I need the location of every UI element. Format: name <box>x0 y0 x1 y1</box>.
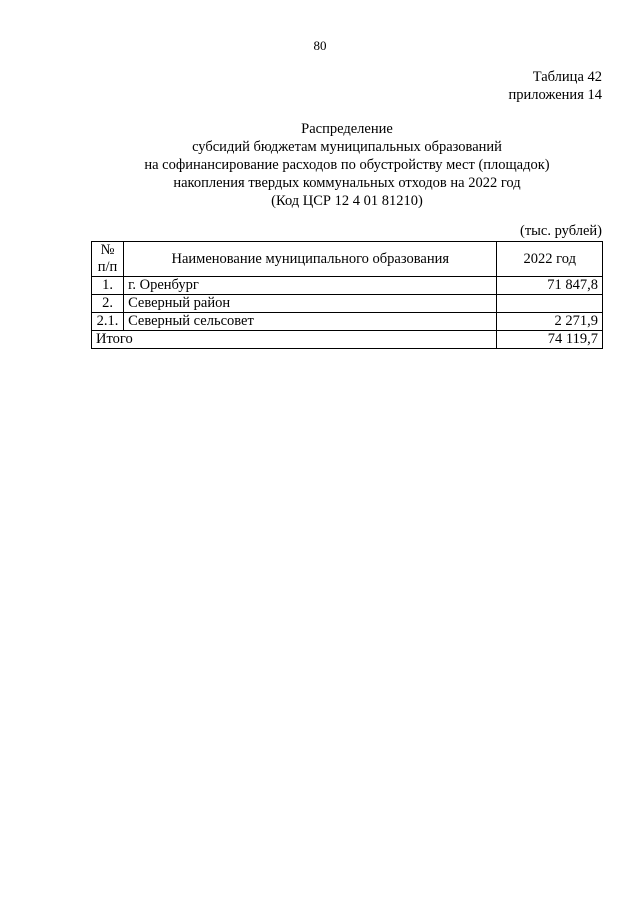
header-number <box>92 242 124 277</box>
row-value: 71 847,8 <box>497 277 603 295</box>
table-row <box>92 295 603 313</box>
total-value: 74 119,7 <box>497 331 603 349</box>
table-total-row <box>92 331 603 349</box>
row-number: 1. <box>92 277 124 295</box>
row-value: 2 271,9 <box>497 313 603 331</box>
table-header-row <box>92 242 603 277</box>
row-name: Северный сельсовет <box>124 313 497 331</box>
heading-line: субсидий бюджетам муниципальных образований <box>192 139 502 155</box>
table-row <box>92 313 603 331</box>
heading-line: (Код ЦСР 12 4 01 81210) <box>271 193 423 209</box>
document-heading <box>0 120 640 210</box>
header-number-line: № <box>100 242 115 258</box>
row-name: Северный район <box>124 295 497 313</box>
row-number: 2. <box>92 295 124 313</box>
page-number: 80 <box>313 38 327 53</box>
heading-line: накопления твердых коммунальных отходов на 2022 год <box>173 175 521 191</box>
units-label: (тыс. рублей) <box>520 223 602 239</box>
table-reference <box>509 68 602 104</box>
table-ref-line: Таблица 42 <box>532 69 602 85</box>
total-label: Итого <box>92 331 497 349</box>
header-number-line: п/п <box>97 259 118 275</box>
row-value <box>497 295 603 313</box>
row-name: г. Оренбург <box>124 277 497 295</box>
header-year: 2022 год <box>497 242 603 277</box>
header-name: Наименование муниципального образования <box>124 242 497 277</box>
heading-line: на софинансирование расходов по обустройству мест (площадок) <box>144 157 550 173</box>
table-row <box>92 277 603 295</box>
table-ref-line: приложения 14 <box>508 87 602 103</box>
heading-line: Распределение <box>301 121 393 137</box>
subsidy-table <box>91 241 603 349</box>
row-number: 2.1. <box>92 313 124 331</box>
